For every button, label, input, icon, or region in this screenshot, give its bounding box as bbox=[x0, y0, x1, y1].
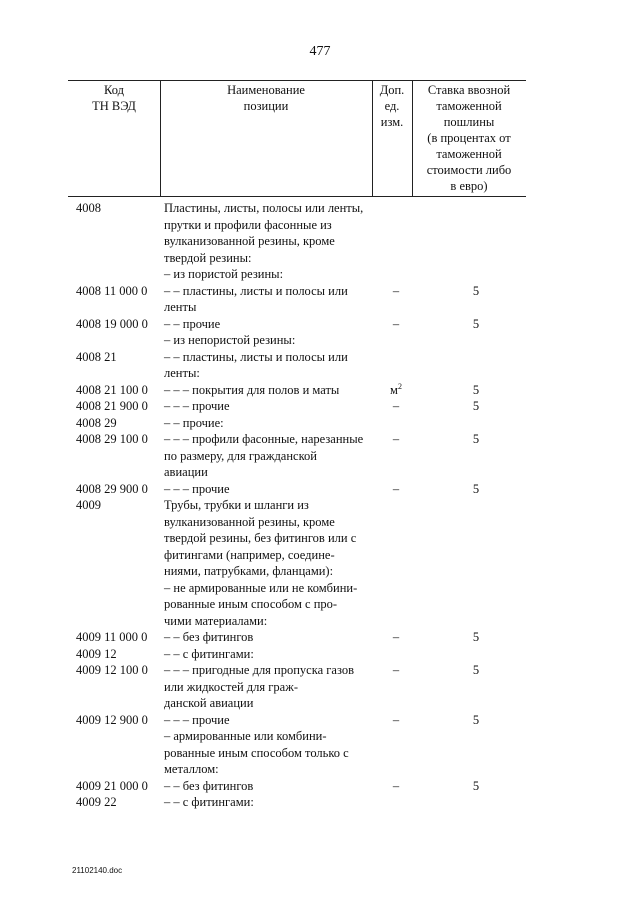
unit-text: – bbox=[392, 712, 400, 727]
table-row bbox=[0, 266, 640, 283]
position-name bbox=[164, 646, 378, 663]
unit-text: – bbox=[392, 399, 400, 413]
table-row bbox=[0, 778, 640, 795]
table-row bbox=[0, 794, 640, 811]
tariff-code: 4009 21 000 0 bbox=[76, 778, 148, 793]
position-name-line: – – прочие: bbox=[164, 415, 224, 430]
unit-text: – bbox=[392, 283, 400, 298]
position-name-line: – – пластины, листы и полосы или bbox=[164, 283, 348, 298]
position-name bbox=[164, 712, 378, 729]
table-row bbox=[0, 398, 640, 415]
table-row bbox=[0, 382, 640, 399]
duty-rate: 5 bbox=[472, 432, 480, 446]
unit-text: – bbox=[392, 432, 400, 446]
unit-of-measure bbox=[388, 481, 404, 498]
duty-rate: 5 bbox=[472, 663, 480, 677]
unit-of-measure bbox=[388, 712, 404, 729]
position-name-line: фитингами (например, соедине- bbox=[164, 547, 335, 562]
header-bottom-rule bbox=[68, 196, 526, 197]
position-name bbox=[164, 332, 378, 349]
position-name bbox=[164, 778, 378, 795]
position-name-line: – не армированные или не комбини- bbox=[164, 580, 358, 595]
unit-of-measure bbox=[388, 398, 404, 415]
duty-rate: 5 bbox=[472, 283, 480, 298]
unit-of-measure bbox=[388, 382, 404, 399]
position-name bbox=[164, 662, 378, 712]
position-name-line: – – – профили фасонные, нарезанные bbox=[164, 432, 364, 446]
position-name bbox=[164, 481, 378, 498]
table-row bbox=[0, 332, 640, 349]
position-name-line: вулканизованной резины, кроме bbox=[164, 234, 335, 248]
unit-of-measure bbox=[388, 629, 404, 646]
duty-rate: 5 bbox=[472, 481, 480, 496]
position-name-line: – – прочие bbox=[164, 316, 221, 331]
tariff-code: 4009 11 000 0 bbox=[76, 630, 148, 644]
table-row bbox=[0, 629, 640, 646]
table-row bbox=[0, 200, 640, 266]
tariff-table-body bbox=[0, 200, 640, 811]
header-rate: Ставка ввозной таможенной пошлины (в процентах от таможенной стоимости либо в евро) bbox=[426, 83, 512, 193]
position-name-line: – – без фитингов bbox=[164, 630, 254, 644]
unit-text: – bbox=[392, 778, 400, 793]
position-name-line: Трубы, трубки и шланги из bbox=[164, 498, 309, 512]
tariff-code: 4008 21 bbox=[76, 349, 117, 364]
duty-rate: 5 bbox=[472, 630, 480, 644]
position-name-line: авиации bbox=[164, 465, 208, 479]
position-name-line: по размеру, для гражданской bbox=[164, 448, 317, 463]
position-name-line: – из непористой резины: bbox=[164, 333, 296, 347]
position-name-line: – – без фитингов bbox=[164, 778, 254, 793]
duty-rate: 5 bbox=[472, 712, 480, 727]
position-name-line: – – – прочие bbox=[164, 481, 230, 496]
duty-rate: 5 bbox=[472, 316, 480, 331]
tariff-code: 4008 21 100 0 bbox=[76, 382, 148, 397]
position-name-line: – из пористой резины: bbox=[164, 267, 284, 281]
position-name bbox=[164, 629, 378, 646]
position-name-line: вулканизованной резины, кроме bbox=[164, 514, 335, 529]
position-name-line: металлом: bbox=[164, 762, 219, 776]
position-name-line: ниями, патрубками, фланцами): bbox=[164, 564, 334, 578]
unit-text: – bbox=[392, 481, 400, 496]
position-name-line: – – с фитингами: bbox=[164, 646, 254, 661]
unit-of-measure bbox=[388, 283, 404, 300]
unit-of-measure bbox=[388, 662, 404, 679]
position-name-line: – – – прочие bbox=[164, 712, 230, 727]
position-name-line: рованные иным способом с про- bbox=[164, 597, 338, 611]
position-name-line: твердой резины, без фитингов или с bbox=[164, 531, 357, 545]
unit-text: – bbox=[392, 630, 400, 644]
position-name-line: ленты bbox=[164, 300, 197, 314]
position-name-line: – – – прочие bbox=[164, 399, 230, 413]
position-name bbox=[164, 382, 378, 399]
position-name bbox=[164, 349, 378, 382]
table-row bbox=[0, 415, 640, 432]
header-code: Код ТН ВЭД bbox=[92, 83, 136, 113]
tariff-code: 4008 11 000 0 bbox=[76, 283, 148, 298]
unit-text: м bbox=[390, 382, 398, 397]
tariff-code: 4008 29 900 0 bbox=[76, 481, 148, 496]
table-row bbox=[0, 283, 640, 316]
table-row bbox=[0, 646, 640, 663]
position-name bbox=[164, 580, 378, 630]
table-row bbox=[0, 431, 640, 481]
unit-of-measure bbox=[388, 431, 404, 448]
position-name-line: – – – пригодные для пропуска газов bbox=[164, 663, 354, 677]
header-unit: Доп. ед. изм. bbox=[379, 83, 405, 129]
tariff-code: 4008 21 900 0 bbox=[76, 399, 148, 413]
table-top-rule bbox=[68, 80, 526, 81]
tariff-code: 4009 12 bbox=[76, 646, 117, 661]
position-name-line: чими материалами: bbox=[164, 613, 268, 628]
table-row bbox=[0, 316, 640, 333]
position-name bbox=[164, 728, 378, 778]
position-name-line: твердой резины: bbox=[164, 250, 252, 265]
position-name bbox=[164, 431, 378, 481]
unit-superscript: 2 bbox=[397, 381, 402, 391]
table-row bbox=[0, 580, 640, 630]
duty-rate: 5 bbox=[472, 382, 480, 397]
position-name-line: – – с фитингами: bbox=[164, 795, 254, 809]
unit-text: – bbox=[392, 316, 400, 331]
table-row bbox=[0, 349, 640, 382]
duty-rate: 5 bbox=[472, 778, 480, 793]
position-name bbox=[164, 266, 378, 283]
position-name bbox=[164, 200, 378, 266]
position-name-line: или жидкостей для граж- bbox=[164, 679, 298, 694]
unit-of-measure bbox=[388, 316, 404, 333]
position-name bbox=[164, 283, 378, 316]
position-name bbox=[164, 316, 378, 333]
tariff-code: 4008 19 000 0 bbox=[76, 316, 148, 331]
table-row bbox=[0, 712, 640, 729]
position-name bbox=[164, 398, 378, 415]
position-name-line: – – – покрытия для полов и маты bbox=[164, 382, 340, 397]
position-name-line: данской авиации bbox=[164, 696, 254, 710]
position-name-line: – – пластины, листы и полосы или bbox=[164, 349, 348, 364]
table-row bbox=[0, 497, 640, 580]
table-row bbox=[0, 728, 640, 778]
tariff-code: 4009 bbox=[76, 498, 101, 512]
unit-of-measure bbox=[388, 778, 404, 795]
tariff-code: 4008 bbox=[76, 201, 101, 215]
tariff-code: 4009 12 900 0 bbox=[76, 712, 148, 727]
position-name bbox=[164, 497, 378, 580]
header-name: Наименование позиции bbox=[227, 83, 305, 113]
tariff-code: 4009 22 bbox=[76, 795, 117, 809]
tariff-code: 4008 29 100 0 bbox=[76, 432, 148, 446]
unit-text: – bbox=[392, 663, 400, 677]
position-name bbox=[164, 415, 378, 432]
position-name-line: прутки и профили фасонные из bbox=[164, 217, 332, 232]
position-name-line: – армированные или комбини- bbox=[164, 729, 327, 743]
position-name-line: рованные иным способом только с bbox=[164, 745, 349, 760]
position-name-line: Пластины, листы, полосы или ленты, bbox=[164, 201, 364, 215]
table-row bbox=[0, 481, 640, 498]
duty-rate: 5 bbox=[472, 399, 480, 413]
position-name bbox=[164, 794, 378, 811]
tariff-code: 4009 12 100 0 bbox=[76, 663, 148, 677]
table-row bbox=[0, 662, 640, 712]
page-number: 477 bbox=[309, 44, 331, 59]
file-name-footer: 21102140.doc bbox=[72, 866, 123, 875]
tariff-code: 4008 29 bbox=[76, 415, 117, 430]
position-name-line: ленты: bbox=[164, 366, 200, 380]
